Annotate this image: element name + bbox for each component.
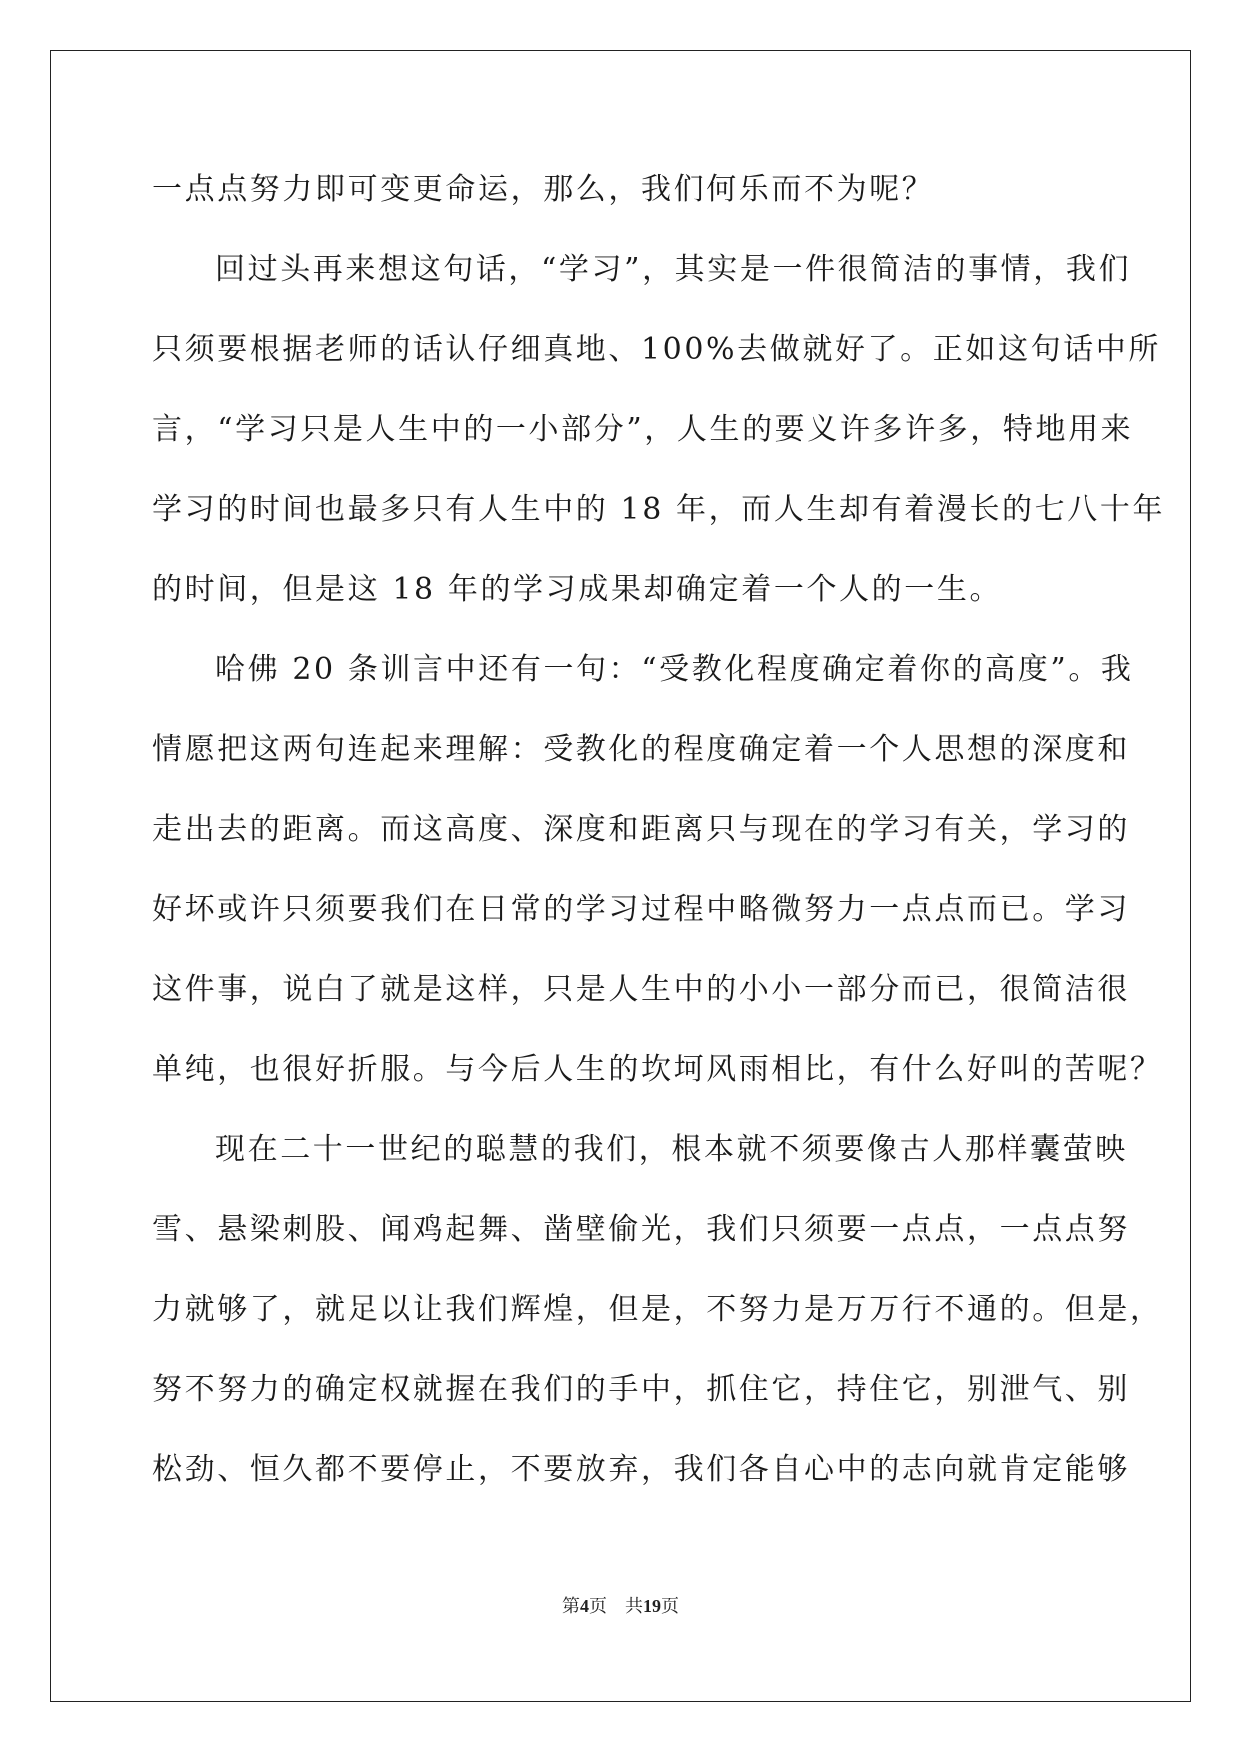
text-line: 松劲、恒久都不要停止，不要放弃，我们各自心中的志向就肯定能够 xyxy=(152,1452,1130,1487)
text-line: 走出去的距离。而这高度、深度和距离只与现在的学习有关，学习的 xyxy=(152,812,1130,847)
text-line: 雪、悬梁刺股、闻鸡起舞、凿壁偷光，我们只须要一点点，一点点努 xyxy=(152,1212,1130,1247)
footer-suffix: 页 xyxy=(661,1596,679,1616)
text-line: 学习的时间也最多只有人生中的 18 年，而人生却有着漫长的七八十年 xyxy=(152,492,1166,527)
text-line: 回过头再来想这句话，“学习”，其实是一件很简洁的事情，我们 xyxy=(215,252,1132,287)
text-line: 情愿把这两句连起来理解：受教化的程度确定着一个人思想的深度和 xyxy=(152,732,1130,767)
text-line: 努不努力的确定权就握在我们的手中，抓住它，持住它，别泄气、别 xyxy=(152,1372,1130,1407)
text-line: 一点点努力即可变更命运，那么，我们何乐而不为呢？ xyxy=(152,172,935,207)
text-line: 力就够了，就足以让我们辉煌，但是，不努力是万万行不通的。但是， xyxy=(152,1292,1163,1327)
text-line: 的时间，但是这 18 年的学习成果却确定着一个人的一生。 xyxy=(152,572,1003,607)
footer-middle: 页 共 xyxy=(589,1596,643,1616)
document-body xyxy=(152,150,1166,1510)
total-page-count: 19 xyxy=(643,1596,661,1616)
footer-prefix: 第 xyxy=(562,1596,580,1616)
text-line: 单纯，也很好折服。与今后人生的坎坷风雨相比，有什么好叫的苦呢？ xyxy=(152,1052,1163,1087)
page-footer xyxy=(0,1592,1241,1618)
current-page-number: 4 xyxy=(580,1596,589,1616)
text-line: 只须要根据老师的话认仔细真地、100%去做就好了。正如这句话中所 xyxy=(152,332,1161,367)
text-line: 言，“学习只是人生中的一小部分”，人生的要义许多许多，特地用来 xyxy=(152,412,1134,447)
text-line: 现在二十一世纪的聪慧的我们，根本就不须要像古人那样囊萤映 xyxy=(215,1132,1128,1167)
text-line: 哈佛 20 条训言中还有一句：“受教化程度确定着你的高度”。我 xyxy=(215,652,1134,687)
text-line: 这件事，说白了就是这样，只是人生中的小小一部分而已，很简洁很 xyxy=(152,972,1130,1007)
text-line: 好坏或许只须要我们在日常的学习过程中略微努力一点点而已。学习 xyxy=(152,892,1130,927)
